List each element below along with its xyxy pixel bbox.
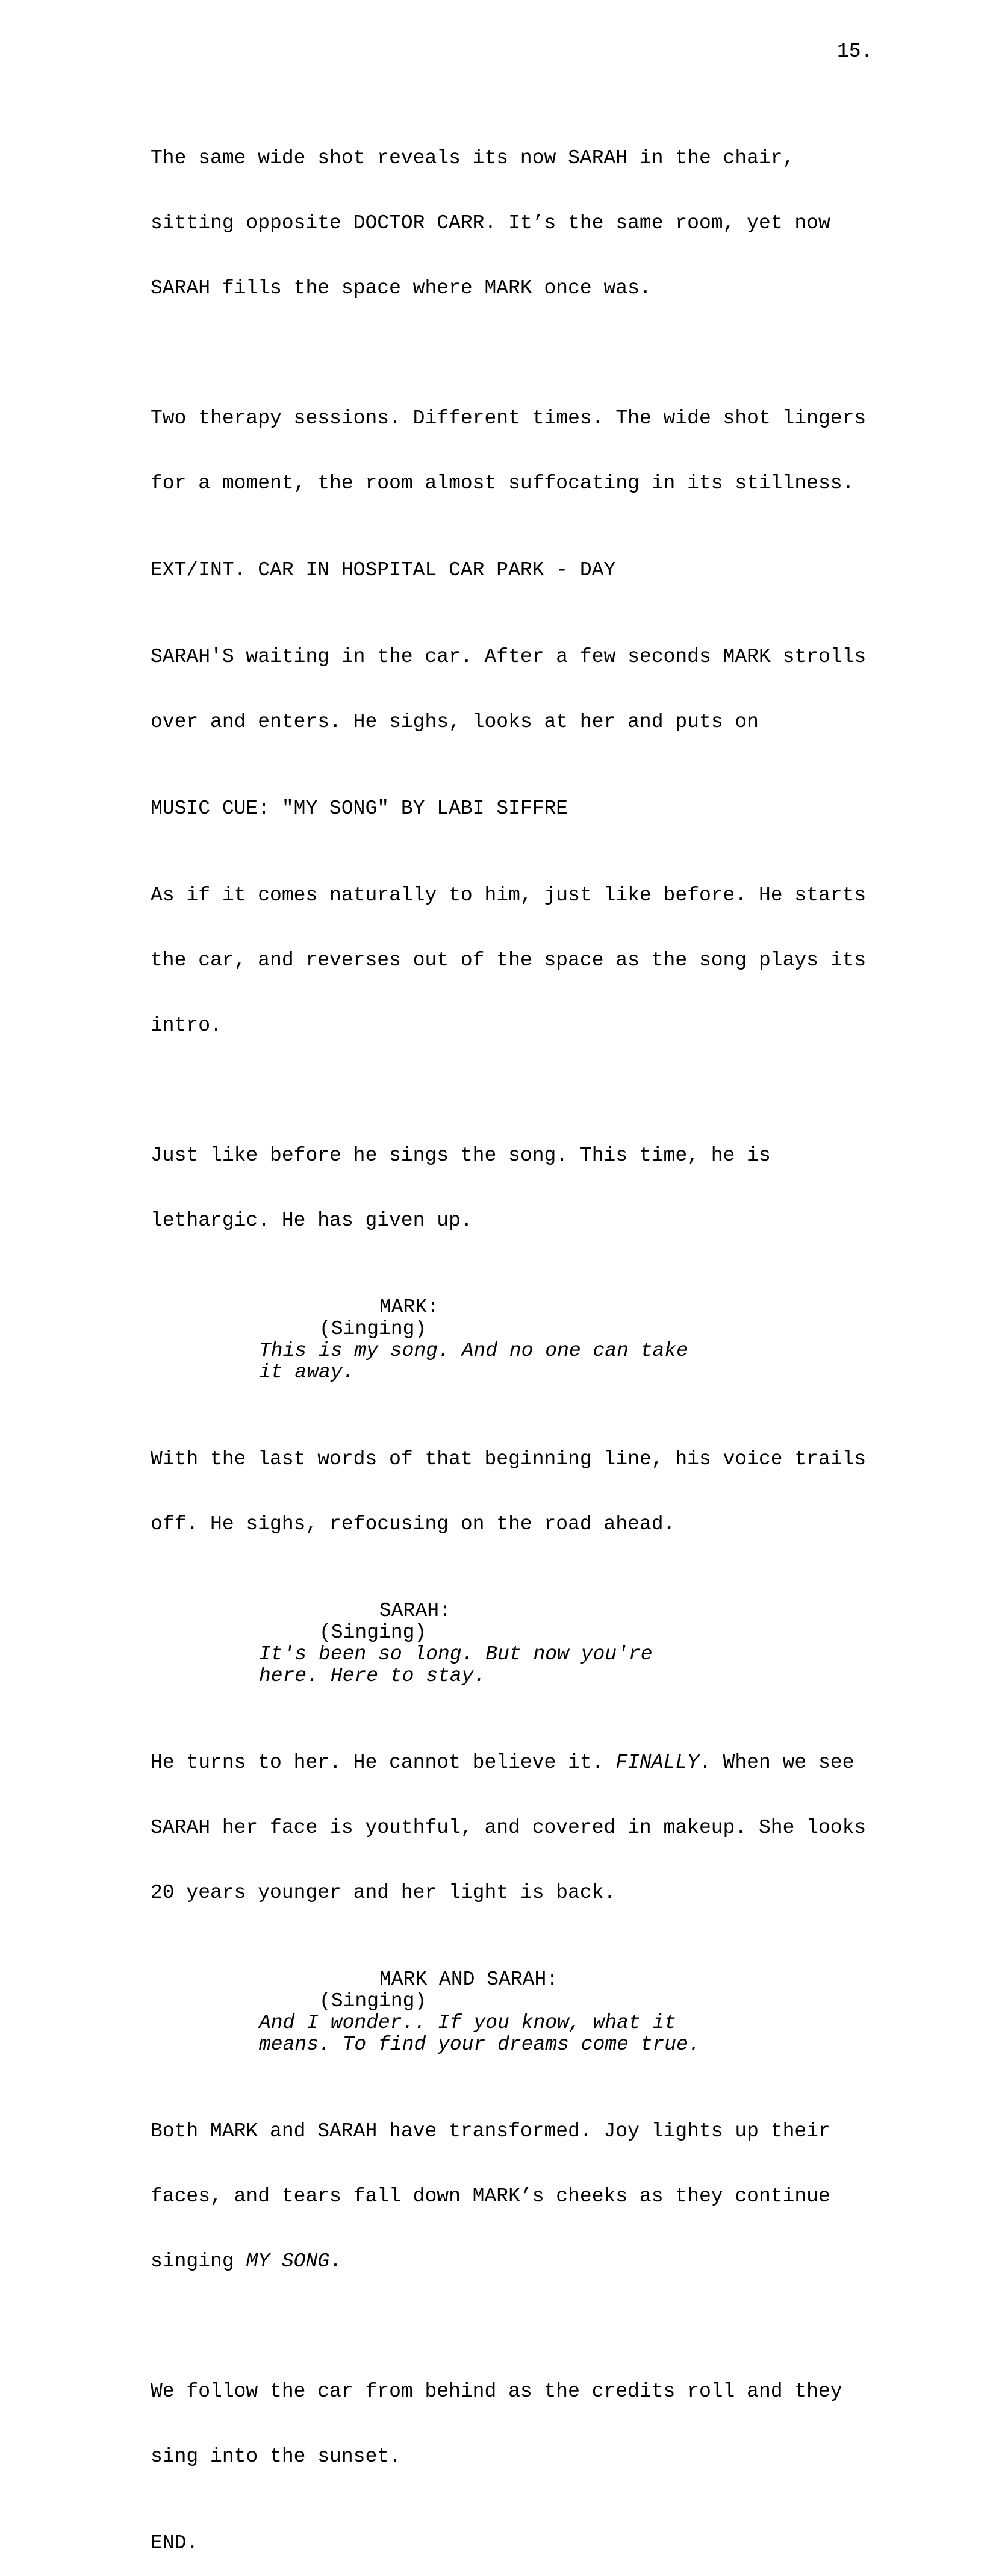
- dialogue-line: means. To find your dreams come true.: [259, 2033, 700, 2056]
- dialogue-line: And I wonder.. If you know, what it: [259, 2012, 677, 2034]
- character-name: MARK:: [379, 1296, 440, 1318]
- dialogue-line: This is my song. And no one can take: [259, 1339, 688, 1362]
- dialogue-block: [151, 1600, 885, 1687]
- action-line: for a moment, the room almost suffocating in its stillness.: [151, 472, 854, 494]
- action-line: [151, 2251, 885, 2272]
- emphasis-text: MY SONG: [246, 2250, 330, 2272]
- dialogue-line: It's been so long. But now you're: [259, 1643, 653, 1665]
- dialogue-block: [151, 1297, 885, 1383]
- action-paragraph: [151, 104, 885, 343]
- dialogue-block: [151, 1969, 885, 2056]
- character-name: SARAH:: [379, 1600, 451, 1622]
- action-paragraph: [151, 2337, 885, 2511]
- text-segment: . When we see: [699, 1751, 854, 1774]
- action-line: The same wide shot reveals its now SARAH in the chair,: [151, 147, 795, 169]
- action-paragraph: [151, 1102, 885, 1275]
- text-segment: He turns to her. He cannot believe it.: [151, 1751, 616, 1774]
- dialogue-line: it away.: [259, 1361, 355, 1383]
- action-line: over and enters. He sighs, looks at her and puts on: [151, 711, 759, 733]
- page-number: 15.: [837, 40, 873, 63]
- action-line: sing into the sunset.: [151, 2445, 401, 2468]
- script-body: [151, 104, 885, 2576]
- action-line: lethargic. He has given up.: [151, 1209, 473, 1232]
- action-line: faces, and tears fall down MARK’s cheeks as they continue: [151, 2185, 830, 2207]
- parenthetical: (Singing): [319, 1318, 427, 1340]
- action-paragraph: [151, 841, 885, 1080]
- music-cue: MUSIC CUE: "MY SONG" BY LABI SIFFRE: [151, 797, 568, 820]
- action-line: Just like before he sings the song. This time, he is: [151, 1144, 771, 1167]
- action-line: We follow the car from behind as the credits roll and they: [151, 2380, 842, 2403]
- parenthetical: (Singing): [319, 1990, 427, 2012]
- action-paragraph: [151, 1709, 885, 1947]
- action-line: sitting opposite DOCTOR CARR. It’s the same room, yet now: [151, 212, 830, 234]
- text-segment: .: [329, 2250, 341, 2272]
- action-line: intro.: [151, 1014, 222, 1037]
- action-line: off. He sighs, refocusing on the road ahead.: [151, 1513, 676, 1535]
- action-line: SARAH fills the space where MARK once was.: [151, 277, 652, 299]
- action-line: SARAH'S waiting in the car. After a few seconds MARK strolls: [151, 646, 867, 668]
- end-marker: END.: [151, 2532, 199, 2554]
- action-paragraph: [151, 364, 885, 538]
- action-line: With the last words of that beginning line, his voice trails: [151, 1448, 867, 1470]
- action-line: Both MARK and SARAH have transformed. Joy lights up their: [151, 2120, 830, 2142]
- scene-heading: EXT/INT. CAR IN HOSPITAL CAR PARK - DAY: [151, 559, 616, 581]
- character-name: MARK AND SARAH:: [379, 1968, 559, 1991]
- action-line: the car, and reverses out of the space as the song plays its: [151, 949, 867, 971]
- action-line: [151, 1752, 885, 1774]
- action-line: Two therapy sessions. Different times. The wide shot lingers: [151, 407, 867, 429]
- emphasis-text: FINALLY: [615, 1751, 699, 1774]
- action-line: 20 years younger and her light is back.: [151, 1882, 616, 1904]
- dialogue-line: here. Here to stay.: [259, 1665, 486, 1687]
- text-segment: singing: [151, 2250, 246, 2272]
- action-line: SARAH her face is youthful, and covered in makeup. She looks: [151, 1817, 867, 1839]
- action-paragraph: [151, 1405, 885, 1579]
- action-paragraph: [151, 2077, 885, 2316]
- action-paragraph: [151, 603, 885, 776]
- action-line: As if it comes naturally to him, just like before. He starts: [151, 884, 867, 906]
- parenthetical: (Singing): [319, 1621, 427, 1644]
